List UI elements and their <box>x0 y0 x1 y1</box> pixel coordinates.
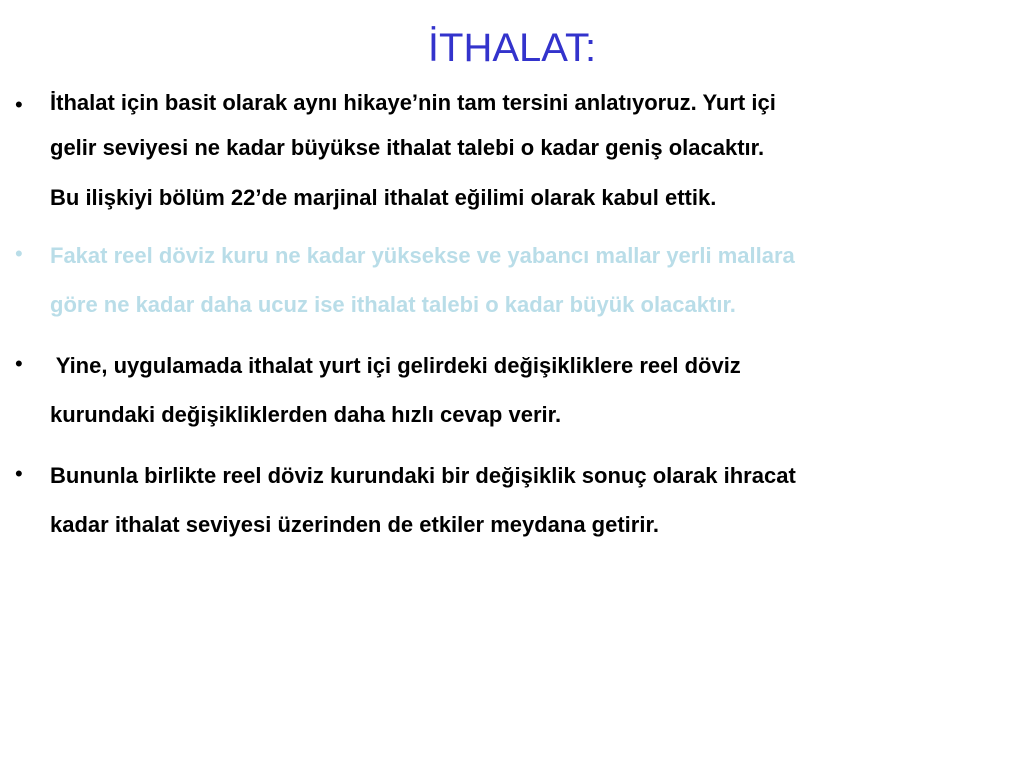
bullet-text-line: kadar ithalat seviyesi üzerinden de etkiler meydana getirir. <box>50 512 659 537</box>
bullet-item-3 <box>0 344 1024 441</box>
bullet-text-line: Yine, uygulamada ithalat yurt içi gelirdeki değişikliklere reel döviz <box>50 353 741 378</box>
bullet-icon: • <box>15 92 23 117</box>
bullet-text-line: kurundaki değişikliklerden daha hızlı cevap verir. <box>50 402 562 427</box>
bullet-item-4 <box>0 454 1024 551</box>
bullet-text-line: gelir seviyesi ne kadar büyükse ithalat talebi o kadar geniş olacaktır. <box>50 135 765 160</box>
bullet-icon: • <box>15 461 23 486</box>
bullet-icon: • <box>15 241 23 266</box>
bullet-text-line: göre ne kadar daha ucuz ise ithalat talebi o kadar büyük olacaktır. <box>50 292 736 317</box>
bullet-text-line: Bu ilişkiyi bölüm 22’de marjinal ithalat eğilimi olarak kabul ettik. <box>50 185 717 210</box>
slide-title: İTHALAT: <box>427 26 597 70</box>
bullet-item-2 <box>0 234 1024 331</box>
bullet-icon: • <box>15 351 23 376</box>
bullet-item-1 <box>0 85 1024 221</box>
bullet-text-line: Fakat reel döviz kuru ne kadar yüksekse ve yabancı mallar yerli mallara <box>50 243 795 268</box>
bullet-list <box>0 85 1024 564</box>
bullet-text-line: İthalat için basit olarak aynı hikaye’nin tam tersini anlatıyoruz. Yurt içi <box>50 90 776 115</box>
bullet-text-line: Bununla birlikte reel döviz kurundaki bir değişiklik sonuç olarak ihracat <box>50 463 796 488</box>
